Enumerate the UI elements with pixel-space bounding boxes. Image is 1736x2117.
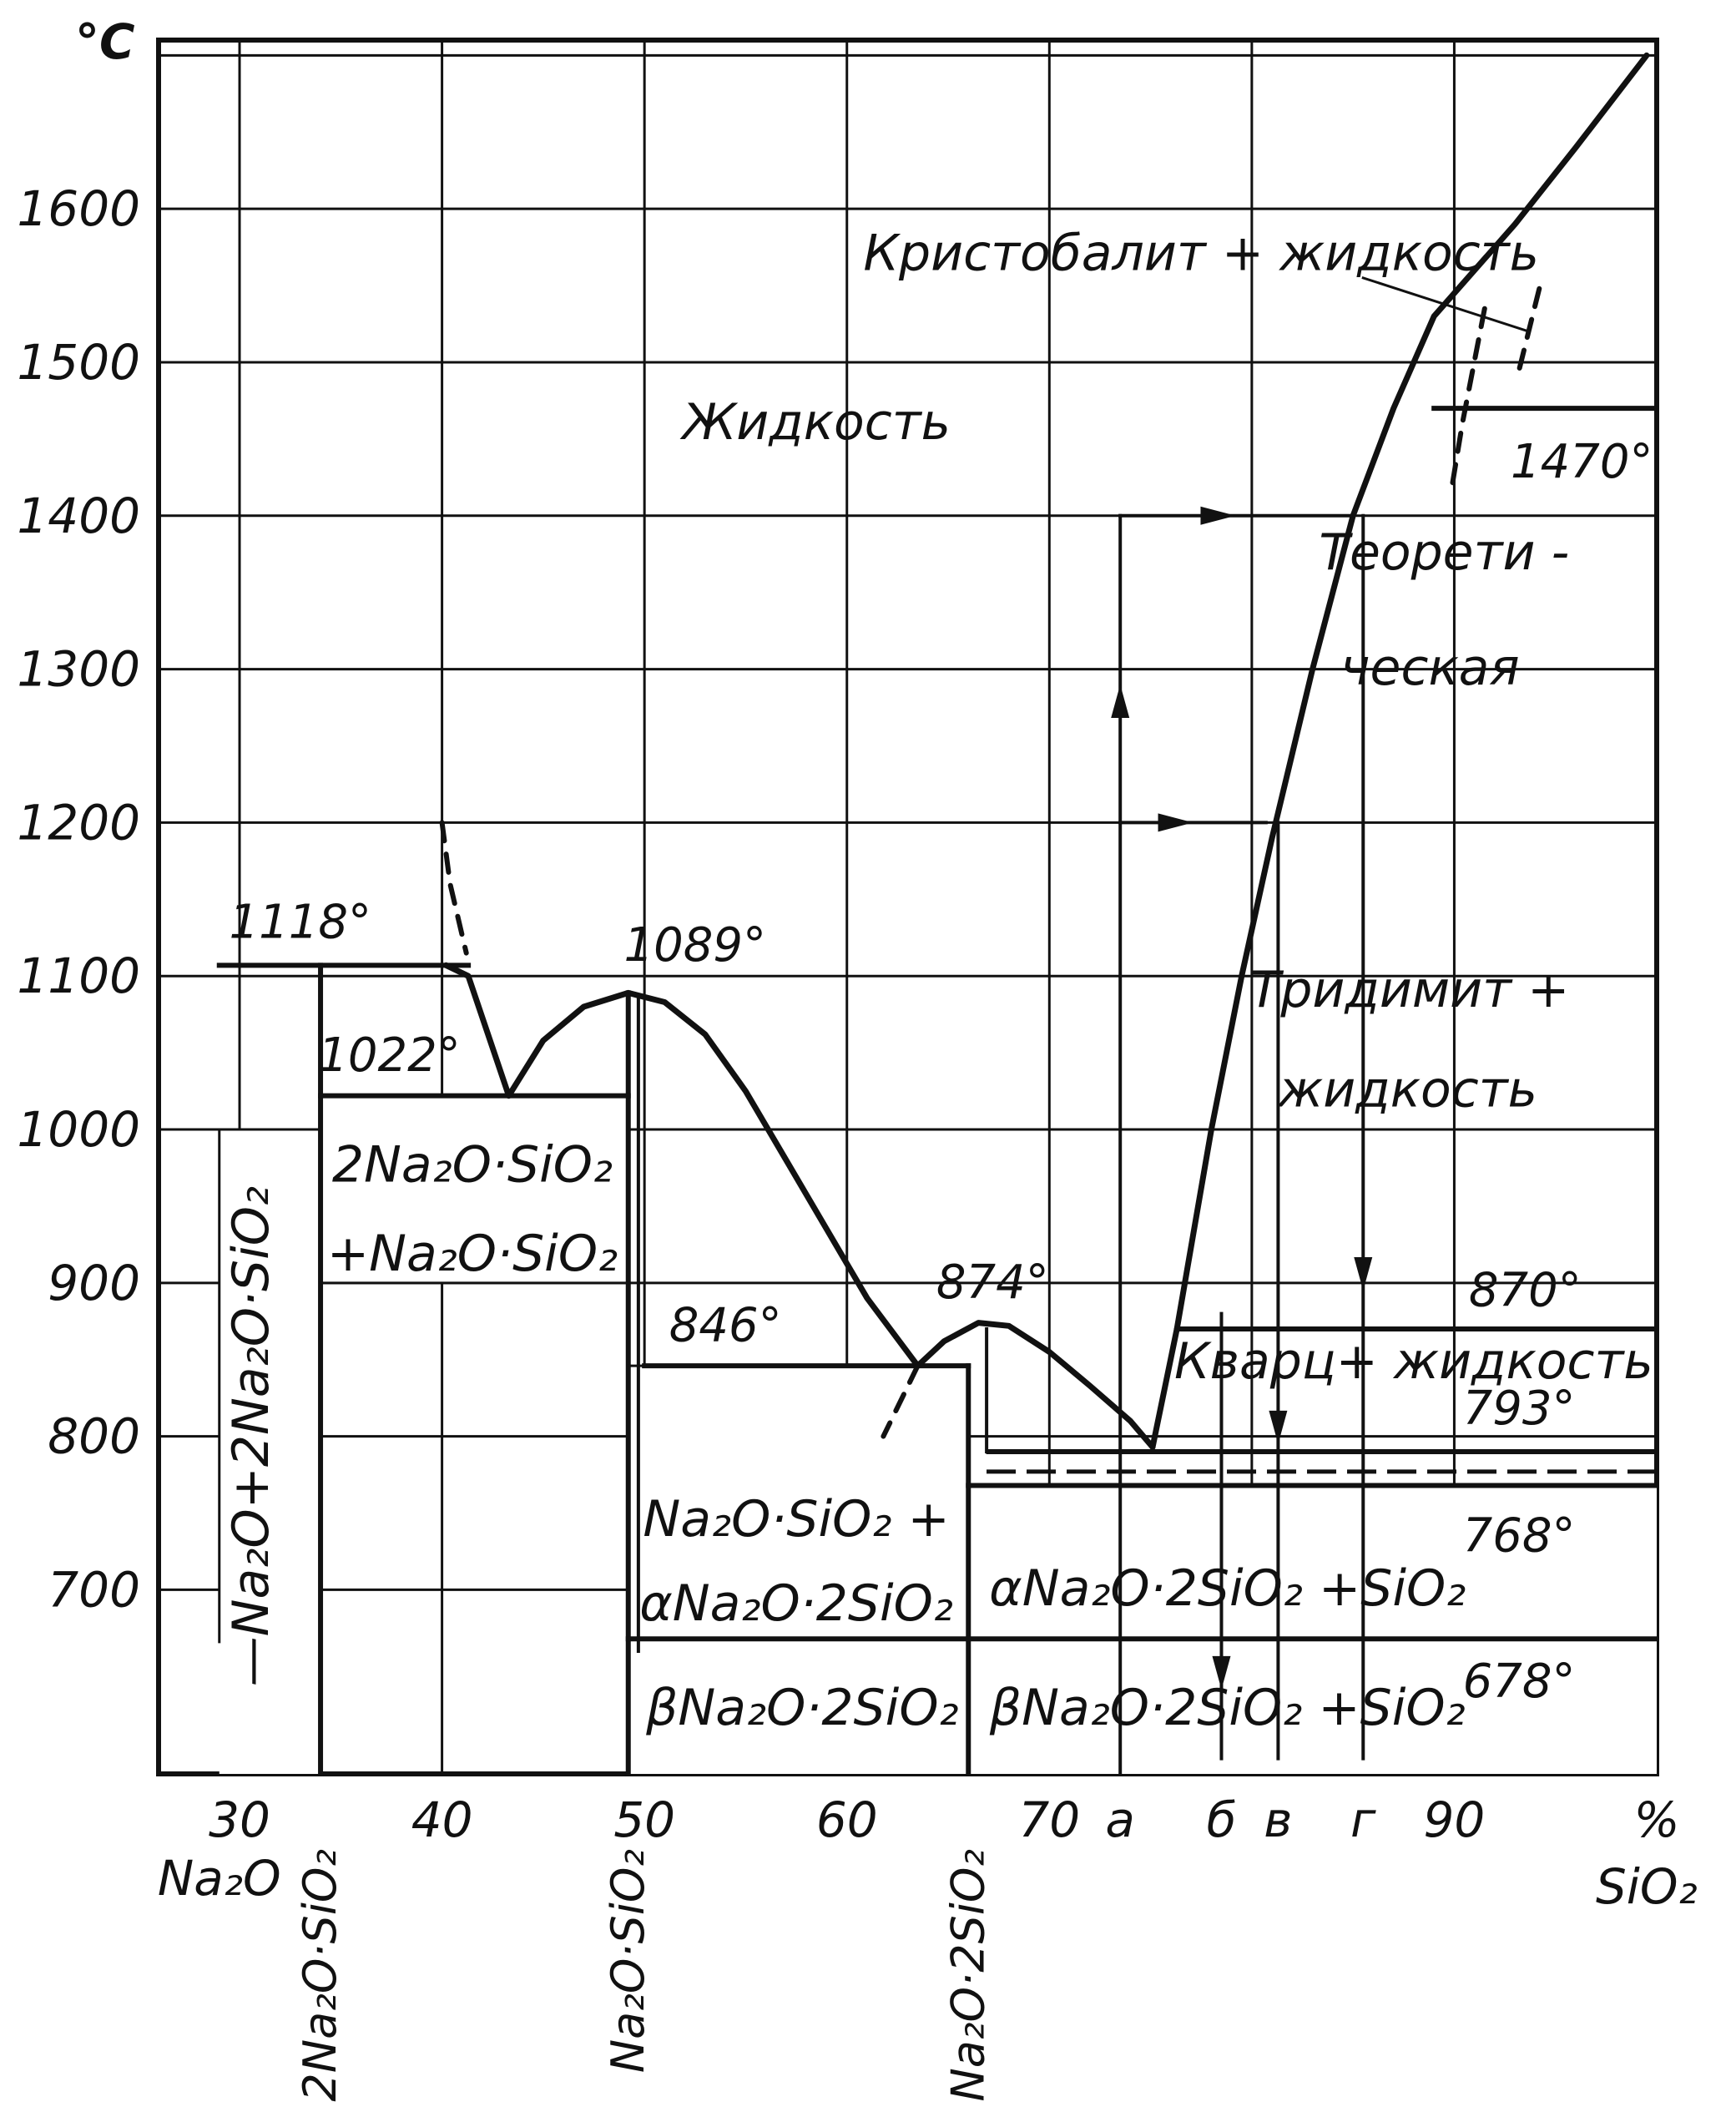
isotherm-label: 846° bbox=[669, 1298, 782, 1353]
region-label-vertical: —Na₂O+2Na₂O·SiO₂ bbox=[221, 1185, 280, 1687]
region-label: αNa₂O·2SiO₂ bbox=[639, 1574, 953, 1634]
region-label: +Na₂O·SiO₂ bbox=[326, 1225, 618, 1284]
x-letter-tick-label: б bbox=[1206, 1791, 1237, 1848]
metastable-curve bbox=[1452, 309, 1485, 485]
isotherm-label: 1470° bbox=[1510, 434, 1653, 489]
region-label: Теорети - bbox=[1319, 523, 1570, 583]
compound-label: 2Na₂O·SiO₂ bbox=[294, 1849, 347, 2102]
region-label: Жидкость bbox=[682, 392, 951, 452]
region-label: Тридимит + bbox=[1249, 960, 1570, 1019]
x-unit-label: % bbox=[1633, 1791, 1680, 1848]
y-tick-label: 1100 bbox=[17, 947, 140, 1005]
x-tick-label: 30 bbox=[209, 1791, 270, 1848]
x-tick-label: 50 bbox=[613, 1791, 676, 1848]
y-tick-label: 1600 bbox=[17, 180, 140, 238]
y-tick-label: 800 bbox=[48, 1407, 140, 1465]
label-pointer bbox=[1363, 278, 1529, 331]
region-label: βNa₂O·2SiO₂ bbox=[646, 1679, 959, 1738]
x-letter-tick-label: г bbox=[1350, 1791, 1376, 1848]
x-tick-label: 90 bbox=[1423, 1791, 1486, 1848]
trajectory-arrow bbox=[1158, 813, 1194, 831]
compound-label: Na₂O·2SiO₂ bbox=[941, 1849, 995, 2102]
y-axis-label: °C bbox=[75, 13, 135, 70]
x-letter-tick-label: а bbox=[1105, 1791, 1135, 1848]
metastable-curve bbox=[442, 822, 467, 952]
trajectory-arrow bbox=[1111, 685, 1129, 718]
region-label: Кварц+ жидкость bbox=[1174, 1331, 1653, 1391]
y-tick-label: 1200 bbox=[17, 794, 140, 851]
region-label: Кристобалит + жидкость bbox=[863, 224, 1540, 283]
isotherm-label: 1089° bbox=[623, 917, 767, 973]
isotherm-label: 678° bbox=[1462, 1655, 1576, 1710]
isotherm-label: 768° bbox=[1462, 1508, 1576, 1564]
liquidus-curve bbox=[1153, 1329, 1177, 1448]
y-tick-label: 1500 bbox=[17, 333, 140, 391]
y-tick-label: 1300 bbox=[17, 640, 140, 698]
region-label: ческая bbox=[1340, 638, 1520, 697]
y-tick-label: 900 bbox=[48, 1254, 140, 1311]
region-label: жидкость bbox=[1278, 1060, 1538, 1119]
isotherm-label: 870° bbox=[1468, 1263, 1582, 1318]
compound-label: Na₂O·SiO₂ bbox=[601, 1849, 654, 2074]
trajectory-arrow bbox=[1354, 1257, 1372, 1291]
x-axis-label-left: Na₂O bbox=[157, 1850, 281, 1907]
x-tick-label: 60 bbox=[815, 1791, 878, 1848]
x-tick-label: 70 bbox=[1018, 1791, 1081, 1848]
x-axis-label-right: SiO₂ bbox=[1595, 1858, 1698, 1915]
y-tick-label: 1400 bbox=[17, 487, 140, 544]
isotherm-label: 793° bbox=[1462, 1381, 1576, 1436]
region-label: Na₂O·SiO₂ + bbox=[643, 1490, 950, 1549]
region-label: 2Na₂O·SiO₂ bbox=[331, 1135, 613, 1195]
x-letter-tick-label: в bbox=[1264, 1791, 1293, 1848]
region-label: αNa₂O·2SiO₂ +SiO₂ bbox=[989, 1559, 1466, 1618]
isotherm-label: 1118° bbox=[229, 895, 372, 950]
x-tick-label: 40 bbox=[411, 1791, 473, 1848]
y-tick-label: 1000 bbox=[17, 1101, 140, 1159]
isotherm-label: 1022° bbox=[318, 1028, 461, 1084]
trajectory-arrow bbox=[1269, 1411, 1287, 1444]
region-label: βNa₂O·2SiO₂ +SiO₂ bbox=[989, 1679, 1466, 1738]
y-tick-label: 700 bbox=[48, 1561, 140, 1619]
isotherm-label: 874° bbox=[936, 1256, 1049, 1311]
trajectory-arrow bbox=[1200, 507, 1235, 525]
